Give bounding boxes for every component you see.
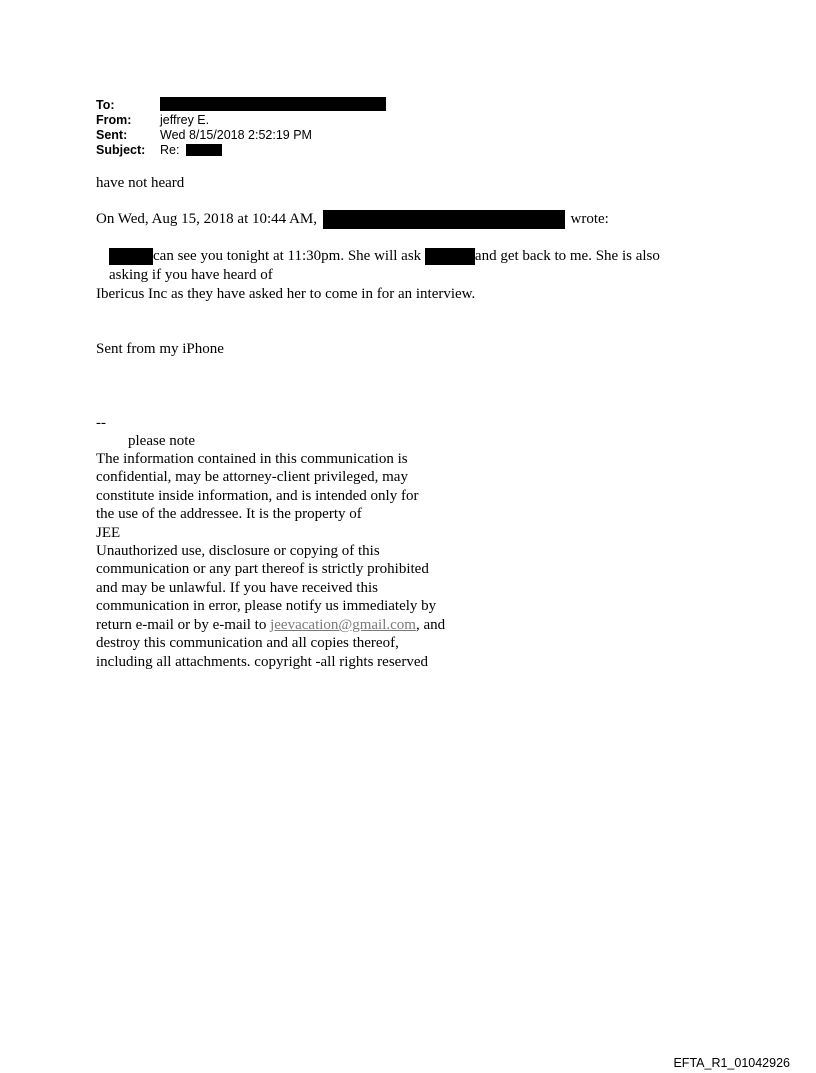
quoted-line-1a: can see you tonight at 11:30pm. She will ask (153, 248, 422, 264)
signature: Sent from my iPhone (96, 341, 224, 357)
disclaimer-line: communication or any part thereof is strictly prohibited (96, 561, 429, 577)
redaction-block (109, 248, 153, 265)
subject-prefix: Re: (160, 143, 180, 157)
disclaimer-line: The information contained in this communication is (96, 451, 408, 467)
redaction-block (186, 144, 222, 156)
redaction-block (425, 248, 475, 265)
reply-text: have not heard (96, 175, 185, 191)
disclaimer-line: constitute inside information, and is intended only for (96, 488, 419, 504)
to-label: To: (96, 98, 115, 112)
quote-intro (96, 210, 609, 229)
redaction-block (160, 97, 386, 111)
disclaimer-separator: -- (96, 415, 106, 431)
quote-intro-wrote: wrote: (570, 211, 609, 227)
quoted-line-1b: and get back to me. She is also (474, 248, 660, 264)
disclaimer-line: destroy this communication and all copies thereof, (96, 635, 399, 651)
disclaimer-line: and may be unlawful. If you have received this (96, 580, 378, 596)
document-id: EFTA_R1_01042926 (673, 1056, 790, 1070)
sent-value: Wed 8/15/2018 2:52:19 PM (160, 128, 312, 142)
disclaimer-email-line (96, 616, 445, 634)
disclaimer-line: confidential, may be attorney-client privileged, may (96, 469, 408, 485)
from-value: jeffrey E. (160, 113, 210, 127)
disclaimer-line: JEE (96, 525, 121, 541)
disclaimer-line: the use of the addressee. It is the property of (96, 506, 362, 522)
disclaimer-line: Unauthorized use, disclosure or copying of this (96, 543, 380, 559)
email-line-before: return e-mail or by e-mail to (96, 617, 267, 633)
email-line-after: , and (415, 617, 446, 633)
redaction-block (323, 210, 565, 229)
quoted-line-3: Ibericus Inc as they have asked her to come in for an interview. (96, 286, 476, 302)
subject-label: Subject: (96, 143, 146, 157)
disclaimer-line: communication in error, please notify us immediately by (96, 598, 437, 614)
sent-label: Sent: (96, 128, 128, 142)
email-link[interactable]: jeevacation@gmail.com (270, 617, 416, 633)
quoted-line-2: asking if you have heard of (109, 267, 273, 283)
from-label: From: (96, 113, 132, 127)
disclaimer-line: including all attachments. copyright -all rights reserved (96, 654, 428, 670)
quoted-line-1 (109, 247, 660, 265)
quote-intro-text: On Wed, Aug 15, 2018 at 10:44 AM, (96, 211, 318, 227)
disclaimer-note: please note (128, 433, 196, 449)
